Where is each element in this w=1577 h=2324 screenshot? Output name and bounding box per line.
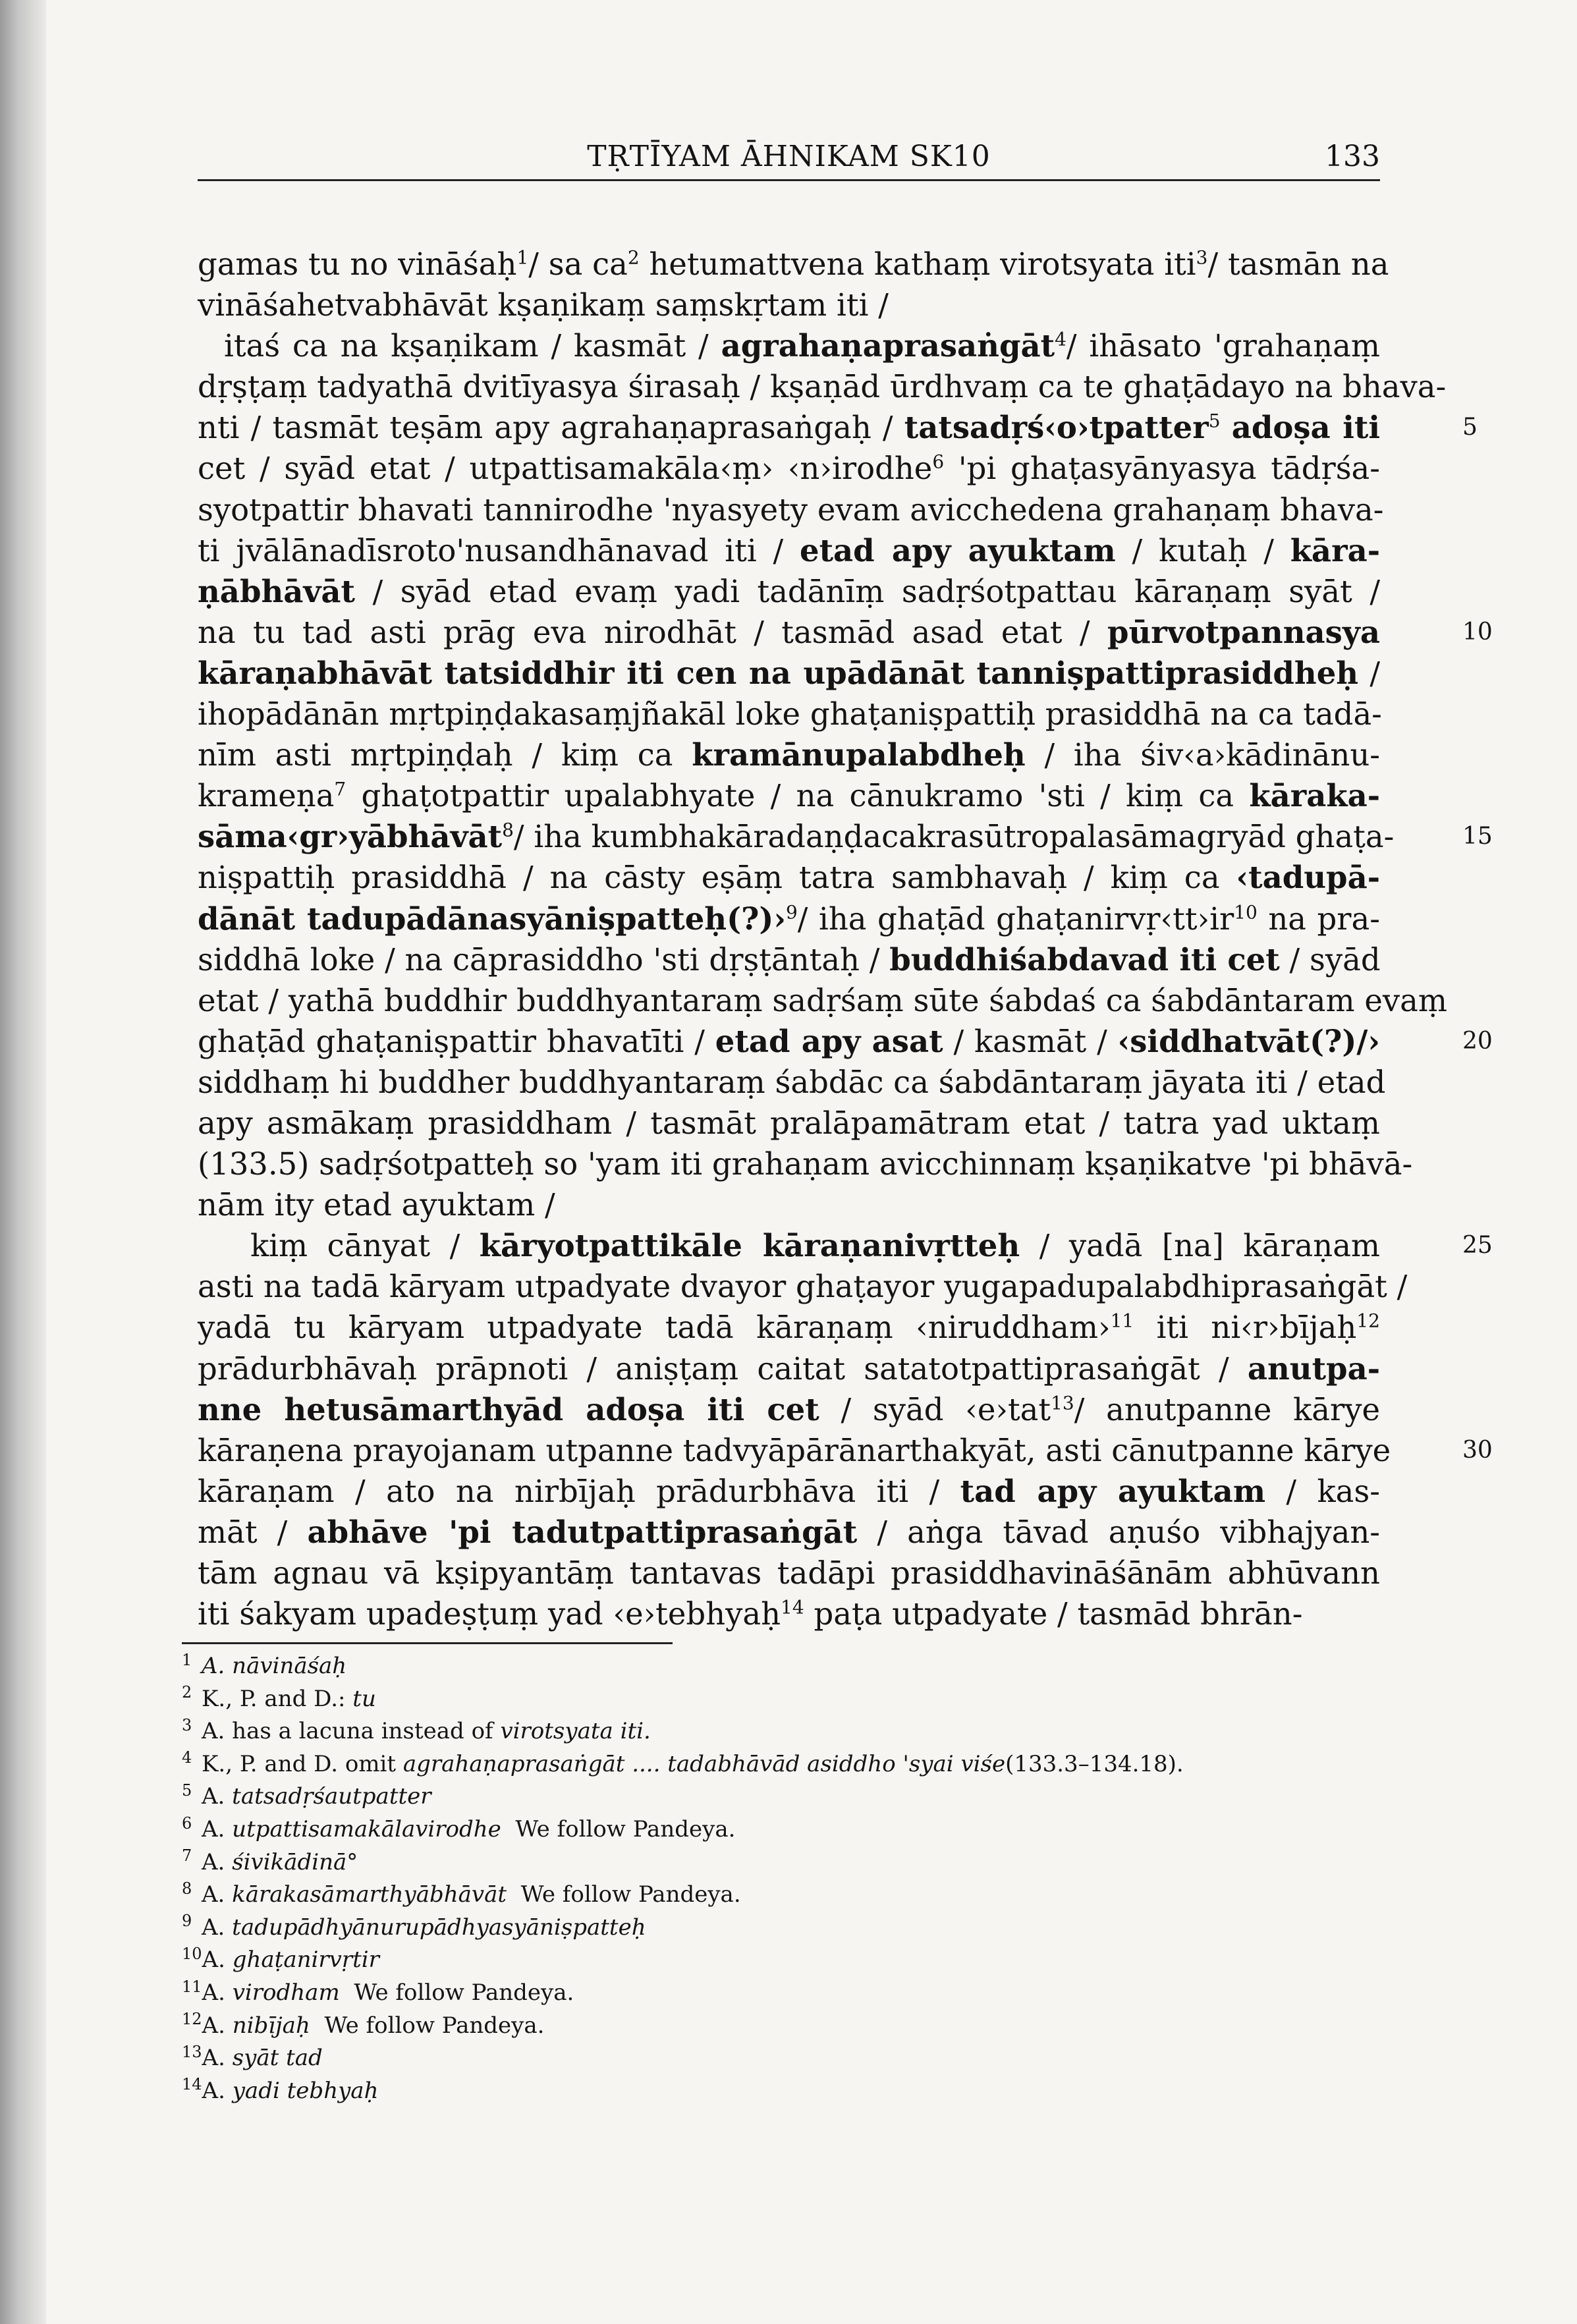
text-line: prādurbhāvaḥ prāpnoti / aniṣṭaṃ caitat satatotpattiprasaṅgāt / anutpa-: [198, 1350, 1380, 1387]
text-line: ti jvālānadīsroto'nusandhānavad iti / etad apy ayuktam / kutaḥ / kāra-: [198, 532, 1380, 568]
text-line: etat / yathā buddhir buddhyantaraṃ sadṛśaṃ sūte śabdaś ca śabdāntaram evaṃ: [198, 982, 1447, 1018]
page-edge-shadow: [0, 0, 46, 2324]
running-title: TṚTĪYAM ĀHNIKAM SK10: [587, 140, 991, 173]
text-line: dṛṣṭaṃ tadyathā dvitīyasya śirasaḥ / kṣaṇād ūrdhvaṃ ca te ghaṭādayo na bhava-: [198, 369, 1447, 405]
footnote-text: A. syāt tad: [202, 2045, 323, 2072]
footnote-text: A. nibījaḥ We follow Pandeya.: [202, 2012, 545, 2039]
line-number: 15: [1462, 823, 1493, 850]
footnote: 11A. virodham We follow Pandeya.: [182, 1977, 574, 2006]
text-line: dānāt tadupādānasyāniṣpatteḥ(?)›$^9$/ iha ghaṭād $ghaṭanirvṛ‹tt›ir^{10}$ na pra-: [198, 900, 1380, 937]
footnote: 1 A. nāvināśaḥ: [182, 1650, 347, 1679]
text-line: māt / abhāve 'pi tadutpattiprasaṅgāt / aṅga tāvad aṇuśo vibhajyan-: [198, 1513, 1381, 1550]
footnote-text: A. yadi tebhyaḥ: [202, 2077, 379, 2104]
text-line: vināśahetvabhāvāt kṣaṇikaṃ saṃskṛtam iti /: [198, 287, 889, 323]
text-line: siddhā loke / na cāprasiddho 'sti dṛṣṭāntaḥ / buddhiśabdavad iti cet / syād: [198, 941, 1381, 978]
line-number: 10: [1462, 618, 1493, 646]
text-line: (133.5) sadṛśotpatteḥ so 'yam iti grahaṇam avicchinnaṃ kṣaṇikatve 'pi bhāvā-: [198, 1146, 1413, 1182]
text-line: nām ity etad ayuktam /: [198, 1187, 555, 1223]
footnote: 2 K., P. and D.: tu: [182, 1683, 376, 1712]
footnote-text: A. nāvināśaḥ: [202, 1653, 347, 1679]
text-line: yadā tu kāryam utpadyate tadā kāraṇaṃ ‹niruddham›$^{11}$ iti ni‹r›bījaḥ$^{12}$: [198, 1310, 1380, 1346]
text-line: asti na tadā kāryam utpadyate dvayor ghaṭayor yugapadupalabdhiprasaṅgāt /: [198, 1269, 1408, 1305]
footnote-text: A. tatsadṛśautpatter: [202, 1783, 431, 1810]
footnote-text: K., P. and D.: tu: [202, 1685, 376, 1712]
footnote-text: A. ghaṭanirvṛtir: [202, 1947, 379, 1974]
footnote-rule: [182, 1642, 673, 1644]
footnote-text: A. tadupādhyānurupādhyasyāniṣpatteḥ: [202, 1914, 646, 1941]
text-line: ṇābhāvāt / syād etad evaṃ yadi tadānīṃ sadṛśotpattau kāraṇaṃ syāt /: [198, 572, 1380, 609]
text-line: niṣpattiḥ prasiddhā / na cāsty eṣāṃ tatra sambhavaḥ / kiṃ ca ‹tadupā-: [198, 859, 1380, 896]
footnote-text: K., P. and D. omit agrahaṇaprasaṅgāt .... tadabhāvād asiddho 'syai viśe(133.3–134.18).: [202, 1750, 1184, 1777]
footnote-text: A. kārakasāmarthyābhāvāt We follow Pandeya.: [202, 1881, 741, 1908]
text-line: cet / syād etat / utpattisamakāla‹ṃ› ‹n›irodhe$^6$ 'pi ghaṭasyānyasya tādṛśa-: [198, 451, 1380, 487]
footnote-text: A. utpattisamakālavirodhe We follow Pandeya.: [202, 1815, 736, 1842]
footnote: 8 A. kārakasāmarthyābhāvāt We follow Pandeya.: [182, 1879, 741, 1908]
text-line: nti / tasmāt teṣām apy agrahaṇaprasaṅgaḥ / tatsadṛś‹o›tpatter$^5$ adoṣa iti: [198, 409, 1381, 446]
text-line: krameṇa$^7$ ghaṭotpattir upalabhyate / na cānukramo 'sti / kiṃ ca kāraka-: [198, 777, 1380, 814]
footnote: 5 A. tatsadṛśautpatter: [182, 1781, 431, 1810]
footnote-text: A. virodham We follow Pandeya.: [202, 1979, 574, 2006]
text-line: na tu tad asti prāg eva nirodhāt / tasmād asad etat / pūrvotpannasya: [198, 613, 1380, 650]
text-line: gamas tu no vināśaḥ$^1$/ sa $ca^2$ hetumattvena kathaṃ virotsyata iti$^3$/ tasmān na: [198, 246, 1389, 282]
line-number: 20: [1462, 1027, 1493, 1055]
footnote-text: A. śivikādinā°: [202, 1848, 358, 1875]
main-text: [198, 244, 1447, 1634]
text-line: nne hetusāmarthyād adoṣa iti cet / syād ‹e›tat$^{13}$/ anutpanne kārye: [198, 1391, 1381, 1427]
text-line: iti śakyam upadeṣṭuṃ yad ‹e›tebhyaḥ$^{14}$ paṭa utpadyate / tasmād bhrān-: [198, 1596, 1303, 1632]
text-line: apy asmākaṃ prasiddham / tasmāt pralāpamātram etat / tatra yad uktaṃ: [198, 1105, 1380, 1141]
text-line: sāma‹gr›yābhāvāt$^8$/ iha kumbhakāradaṇḍacakrasūtropalasāmagryād ghaṭa-: [198, 818, 1395, 855]
footnote: 9 A. tadupādhyānurupādhyasyāniṣpatteḥ: [182, 1912, 646, 1941]
text-line: siddhaṃ hi buddher buddhyantaraṃ śabdāc ca śabdāntaraṃ jāyata iti / etad: [198, 1064, 1386, 1100]
footnote: 3 A. has a lacuna instead of virotsyata iti.: [182, 1715, 651, 1745]
text-line: syotpattir bhavati tannirodhe 'nyasyety evam avicchedena grahaṇaṃ bhava-: [198, 491, 1384, 528]
text-line: kāraṇabhāvāt tatsiddhir iti cen na upādānāt tanniṣpattiprasiddheḥ /: [198, 654, 1380, 691]
footnote-text: A. has a lacuna instead of virotsyata iti.: [202, 1718, 651, 1745]
line-number: 5: [1462, 414, 1478, 441]
footnote: 7 A. śivikādinā°: [182, 1846, 358, 1875]
footnote: 13A. syāt tad: [182, 2042, 323, 2072]
text-line: ihopādānān mṛtpiṇḍakasaṃjñakāl loke ghaṭaniṣpattiḥ prasiddhā na ca tadā-: [198, 696, 1382, 733]
footnote: 6 A. utpattisamakālavirodhe We follow Pandeya.: [182, 1813, 736, 1842]
running-header: [198, 140, 1380, 181]
line-number: 25: [1462, 1232, 1493, 1259]
text-line: nīm asti mṛtpiṇḍaḥ / kiṃ ca kramānupalabdheḥ / iha śiv‹a›kādinānu-: [198, 736, 1380, 773]
text-line: kāraṇam / ato na nirbījaḥ prādurbhāva iti / tad apy ayuktam / kas-: [198, 1472, 1380, 1509]
footnote: 10A. ghaṭanirvṛtir: [182, 1945, 379, 1974]
footnote: 4 K., P. and D. omit agrahaṇaprasaṅgāt .... tadabhāvād asiddho 'syai viśe(133.3–134.18).: [182, 1748, 1184, 1777]
text-line: ghaṭād ghaṭaniṣpattir bhavatīti / etad apy asat / kasmāt / ‹siddhatvāt(?)/›: [198, 1022, 1380, 1059]
page-number: 133: [1325, 140, 1380, 173]
text-line: tām agnau vā kṣipyantāṃ tantavas tadāpi prasiddhavināśānām abhūvann: [198, 1555, 1380, 1591]
text-line: kāraṇena prayojanam utpanne tadvyāpārānarthakyāt, asti cānutpanne kārye: [198, 1432, 1391, 1468]
line-number: 30: [1462, 1436, 1493, 1464]
text-line: itaś ca na kṣaṇikam / kasmāt / agrahaṇaprasaṅgāt$^4$/ ihāsato 'grahaṇaṃ: [224, 327, 1380, 364]
footnotes: [182, 1650, 1433, 2107]
footnote: 14A. yadi tebhyaḥ: [182, 2075, 379, 2104]
footnote: 12A. nibījaḥ We follow Pandeya.: [182, 2010, 545, 2039]
text-line: kiṃ cānyat / kāryotpattikāle kāraṇanivṛtteḥ / yadā [na] kāraṇam: [250, 1227, 1381, 1264]
